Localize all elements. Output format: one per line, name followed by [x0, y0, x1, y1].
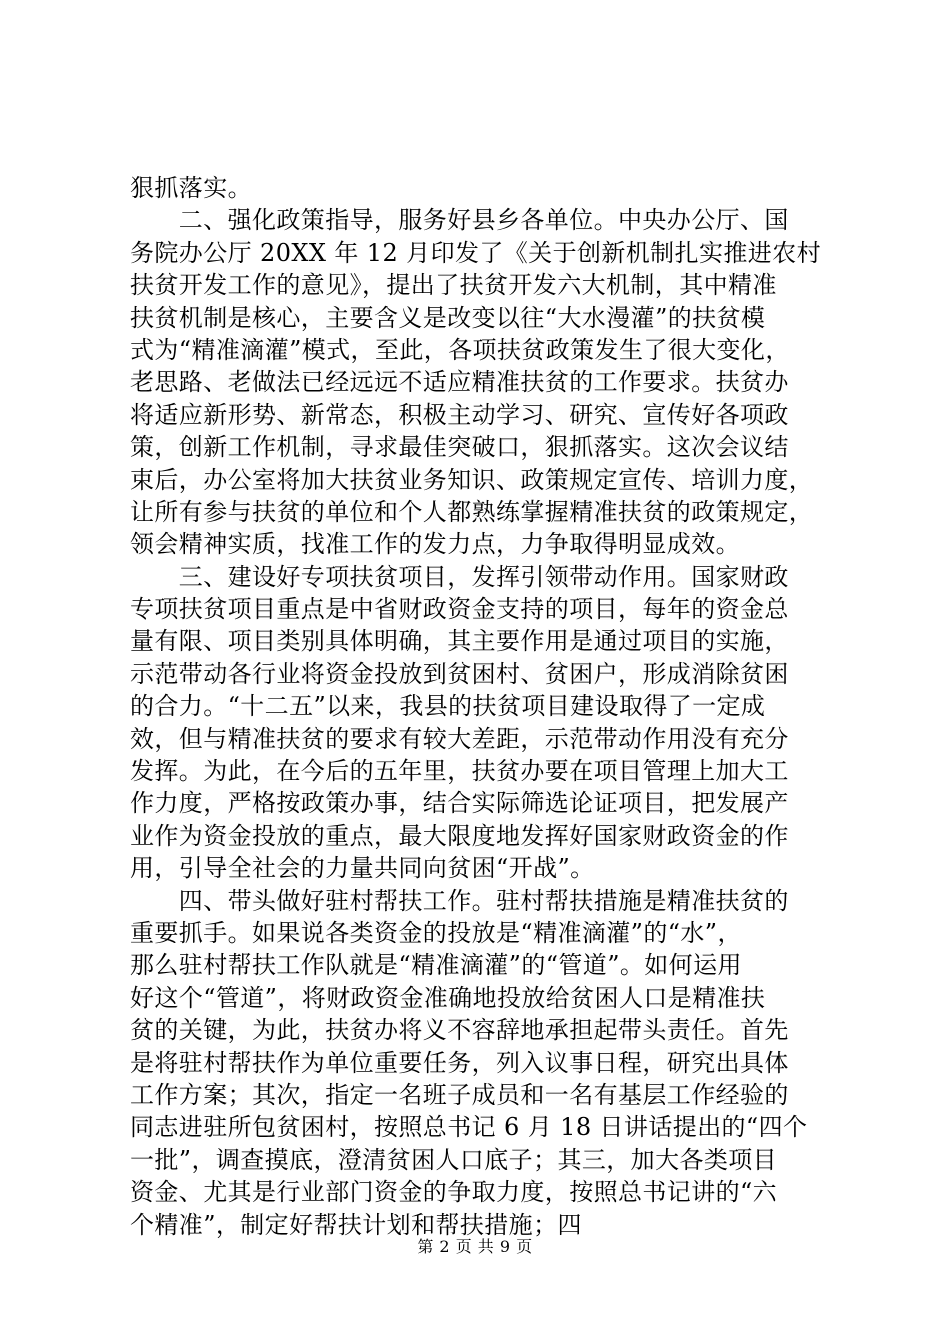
text-line: 狠抓落实。: [130, 174, 252, 202]
text-line: 资金、尤其是行业部门资金的争取力度，按照总书记讲的“六: [130, 1178, 778, 1207]
text-line: 个精准”，制定好帮扶计划和帮扶措施；四: [130, 1210, 582, 1239]
text-line: 同志进驻所包贫困村，按照总书记 6 月 18 日讲话提出的“四个: [130, 1113, 808, 1142]
text-line: 作力度，严格按政策办事，结合实际筛选论证项目，把发展产: [130, 789, 789, 818]
text-line: 好这个“管道”，将财政资金准确地投放给贫困人口是精准扶: [130, 983, 766, 1012]
text-line: 策，创新工作机制，寻求最佳突破口，狠抓落实。这次会议结: [130, 433, 789, 462]
text-line: 式为“精准滴灌”模式，至此，各项扶贫政策发生了很大变化，: [130, 335, 790, 364]
text-line: 束后，办公室将加大扶贫业务知识、政策规定宣传、培训力度，: [130, 465, 814, 494]
text-line: 将适应新形势、新常态，积极主动学习、研究、宣传好各项政: [130, 400, 789, 429]
text-line: 四、带头做好驻村帮扶工作。驻村帮扶措施是精准扶贫的: [130, 886, 789, 915]
body-text: [130, 172, 830, 1241]
text-line: 重要抓手。如果说各类资金的投放是“精准滴灌”的“水”，: [130, 918, 742, 947]
text-line: 三、建设好专项扶贫项目，发挥引领带动作用。国家财政: [130, 562, 789, 591]
text-line: 那么驻村帮扶工作队就是“精准滴灌”的“管道”。如何运用: [130, 951, 742, 980]
text-line: 老思路、老做法已经远远不适应精准扶贫的工作要求。扶贫办: [130, 368, 789, 397]
text-line: 量有限、项目类别具体明确，其主要作用是通过项目的实施，: [130, 627, 789, 656]
text-line: 领会精神实质，找准工作的发力点，力争取得明显成效。: [130, 530, 740, 559]
text-line: 扶贫开发工作的意见》，提出了扶贫开发六大机制，其中精准: [130, 271, 777, 300]
page-footer: [0, 1237, 950, 1257]
text-line: 一批”，调查摸底，澄清贫困人口底子；其三，加大各类项目: [130, 1145, 778, 1174]
text-line: 让所有参与扶贫的单位和个人都熟练掌握精准扶贫的政策规定，: [130, 497, 814, 526]
text-line: 务院办公厅 20XX 年 12 月印发了《关于创新机制扎实推进农村: [130, 238, 821, 267]
text-line: 是将驻村帮扶作为单位重要任务，列入议事日程，研究出具体: [130, 1048, 789, 1077]
text-line: 二、强化政策指导，服务好县乡各单位。中央办公厅、国: [130, 206, 789, 235]
text-line: 示范带动各行业将资金投放到贫困村、贫困户，形成消除贫困: [130, 659, 789, 688]
text-line: 工作方案；其次，指定一名班子成员和一名有基层工作经验的: [130, 1080, 789, 1109]
text-line: 发挥。为此，在今后的五年里，扶贫办要在项目管理上加大工: [130, 757, 789, 786]
text-line: 扶贫机制是核心，主要含义是改变以往“大水漫灌”的扶贫模: [130, 303, 766, 332]
text-line: 的合力。“十二五”以来，我县的扶贫项目建设取得了一定成: [130, 692, 766, 721]
page-number: 第 2 页 共 9 页: [417, 1237, 533, 1256]
text-line: 贫的关键，为此，扶贫办将义不容辞地承担起带头责任。首先: [130, 1016, 789, 1045]
text-line: 用，引导全社会的力量共同向贫困“开战”。: [130, 854, 595, 883]
text-line: 业作为资金投放的重点，最大限度地发挥好国家财政资金的作: [130, 821, 789, 850]
text-line: 效，但与精准扶贫的要求有较大差距，示范带动作用没有充分: [130, 724, 789, 753]
text-line: 专项扶贫项目重点是中省财政资金支持的项目，每年的资金总: [130, 595, 789, 624]
